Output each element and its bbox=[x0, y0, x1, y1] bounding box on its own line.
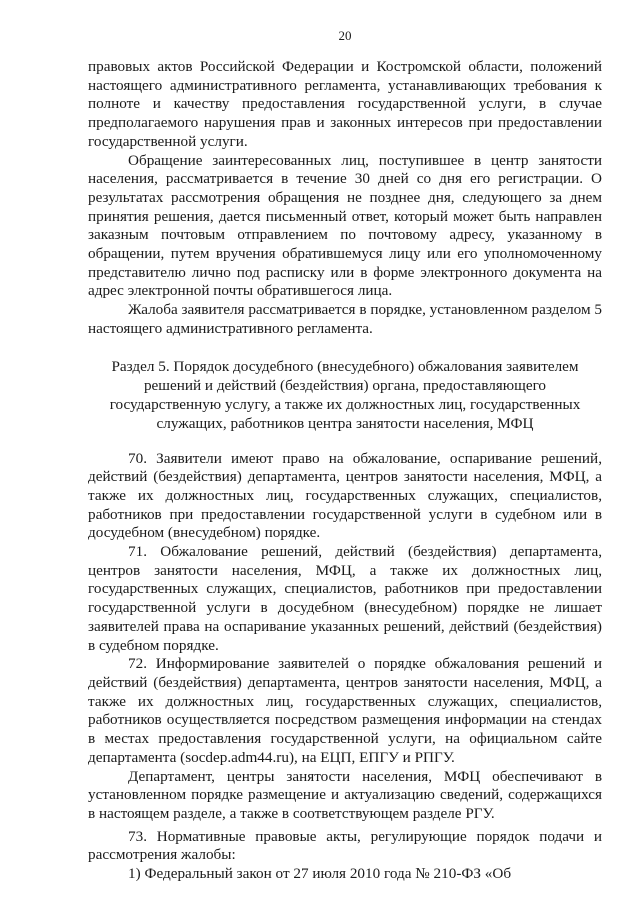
paragraph: Обращение заинтересованных лиц, поступившее в центр занятости населения, рассматривается в течение 30 дней со дня его регистрации. О результатах рассмотрения обращения не позднее дня, следующего за днем принятия решения, дается письменный ответ, который может быть направлен заказным почтовым отправлением по почтовому адресу, указанному в обращении, путем вручения обратившемуся лицу или его уполномоченному представителю лично под расписку или в форме электронного документа на адрес электронной почты обратившегося лица. bbox=[88, 151, 602, 300]
section-title: Раздел 5. Порядок досудебного (внесудебного) обжалования заявителем решений и действий (бездействия) органа, предоставляющего государственную услугу, а также их должностных лиц, государственных служащих, работников центра занятости населения, МФЦ bbox=[109, 357, 581, 432]
body-before-section bbox=[88, 58, 602, 339]
page-number: 20 bbox=[338, 28, 352, 43]
body-after-section bbox=[88, 450, 602, 884]
paragraph-70: 70. Заявители имеют право на обжалование, оспаривание решений, действий (бездействия) департамента, центров занятости населения, МФЦ, а также их должностных лиц, государственных служащих, специалистов, работников при предоставлении государственной услуги в судебном или в досудебном (внесудебном) порядке. bbox=[88, 449, 602, 542]
paragraph-72: 72. Информирование заявителей о порядке обжалования решений и действий (бездействия) департамента, центров занятости населения, МФЦ, а также их должностных лиц, государственных служащих, специалистов, работников осуществляется посредством размещения информации на стендах в местах предоставления государственной услуги, на официальном сайте департамента (socdep.adm44.ru), на ЕЦП, ЕПГУ и РПГУ. bbox=[88, 655, 602, 766]
paragraph: Жалоба заявителя рассматривается в порядке, установленном разделом 5 настоящего административного регламента. bbox=[88, 301, 602, 337]
paragraph-71: 71. Обжалование решений, действий (бездействия) департамента, центров занятости населения, МФЦ, а также их должностных лиц, государственных служащих, специалистов, работников при предоставлении государственной услуги в досудебном (внесудебном) порядке не лишает заявителей права на оспаривание указанных решений, действий (бездействия) в судебном порядке. bbox=[88, 543, 602, 654]
paragraph-73: 73. Нормативные правовые акты, регулирующие порядок подачи и рассмотрения жалобы: bbox=[88, 827, 602, 864]
paragraph: правовых актов Российской Федерации и Костромской области, положений настоящего административного регламента, устанавливающих требования к полноте и качеству предоставления государственной услуги, в случае предполагаемого нарушения прав и законных интересов при предоставлении государственной услуги. bbox=[88, 58, 602, 150]
paragraph-department: Департамент, центры занятости населения, МФЦ обеспечивают в установленном порядке размещение и актуализацию сведений, содержащихся в настоящем разделе, а также в соответствующем разделе РГУ. bbox=[88, 767, 602, 822]
paragraph-list-item-1: 1) Федеральный закон от 27 июля 2010 года № 210-ФЗ «Об bbox=[128, 865, 512, 883]
